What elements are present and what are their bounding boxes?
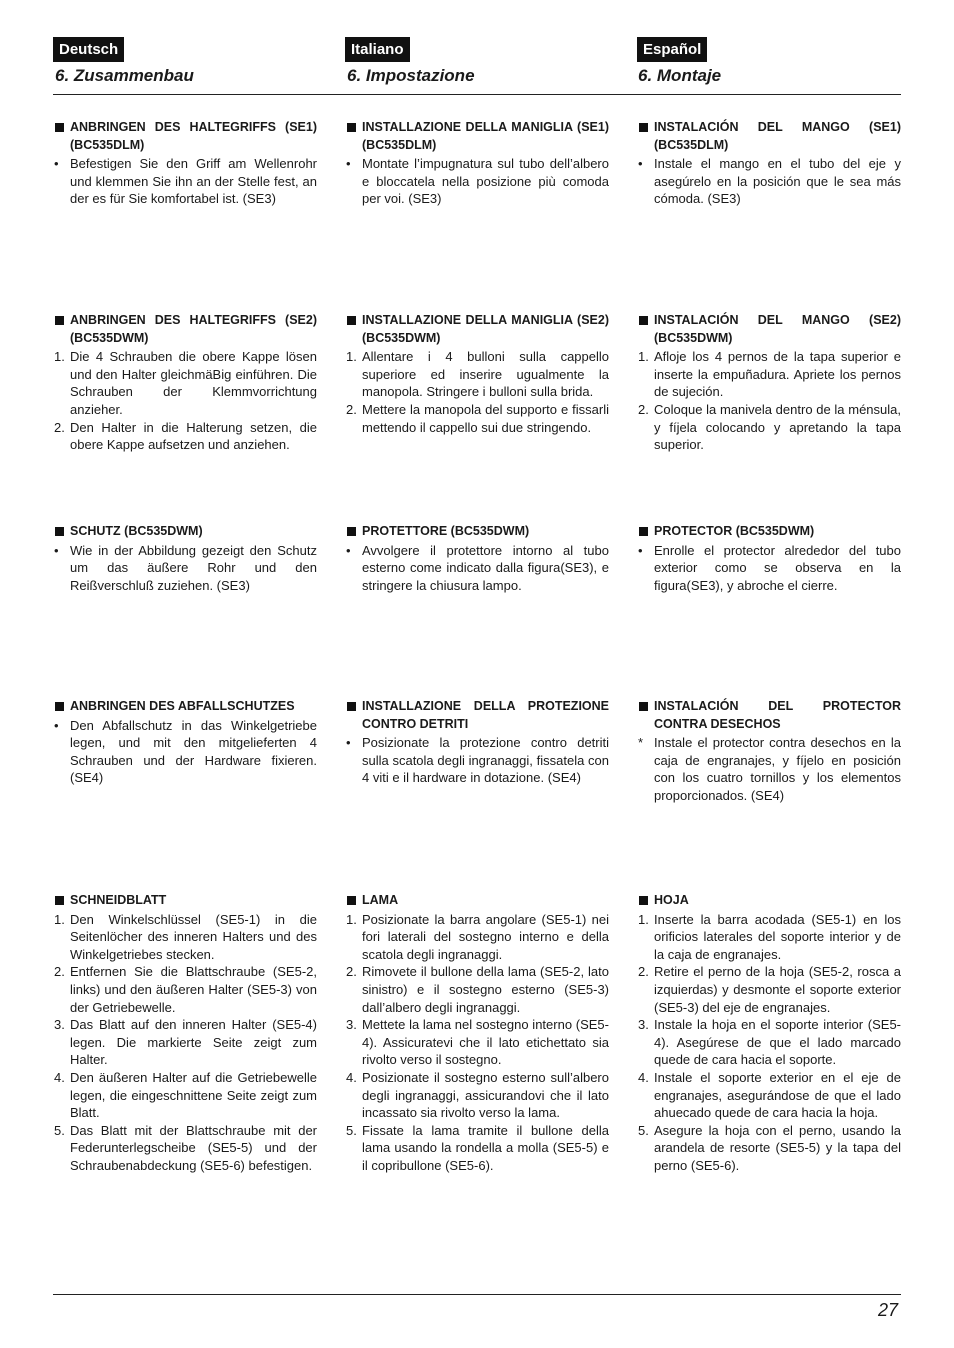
instruction-item (638, 963, 901, 1016)
instruction-list (54, 155, 317, 208)
item-text: Den Abfallschutz in das Winkelgetriebe legen, und mit den mitgelieferten 4 Schrauben und der Hardware fixieren. (SE4) (70, 717, 317, 786)
instruction-list (346, 911, 609, 1175)
instruction-list (346, 542, 609, 595)
item-text: Instale el soporte exterior en el eje de engranajes, asegurándose de que el lado ahuecado quede de cara hacia la hoja. (654, 1069, 901, 1121)
square-bullet-icon (55, 316, 64, 325)
language-badge-espanol: Español (637, 37, 707, 62)
language-badge-italiano: Italiano (345, 37, 410, 62)
instruction-item (638, 401, 901, 454)
item-marker: 3. (54, 1017, 65, 1033)
instruction-item (346, 963, 609, 1016)
instruction-item (54, 963, 317, 1016)
section-title (54, 312, 317, 347)
instruction-list (54, 911, 317, 1175)
item-marker: • (638, 156, 643, 172)
section-title-text: ANBRINGEN DES HALTEGRIFFS (SE2) (BC535DWM) (70, 313, 317, 345)
section (54, 312, 317, 454)
instruction-list (54, 717, 317, 787)
item-text: Posizionate la barra angolare (SE5-1) nei fori laterali del sostegno interno e della scatola degli ingranaggi. (362, 911, 609, 962)
item-text: Afloje los 4 pernos de la tapa superior e inserte la empuñadura. Apriete los pernos de sujeción. (654, 349, 901, 400)
item-marker: 4. (638, 1069, 649, 1085)
section (638, 119, 901, 208)
square-bullet-icon (347, 316, 356, 325)
item-text: Posizionate la protezione contro detriti sulla scatola degli ingranaggi, fissatela con 4 viti e il hardware in dotazione. (SE4) (362, 735, 609, 786)
section (346, 312, 609, 436)
section (346, 698, 609, 787)
instruction-item (54, 419, 317, 454)
section-title (638, 892, 901, 910)
item-marker: 3. (638, 1017, 649, 1033)
square-bullet-icon (55, 702, 64, 711)
item-marker: 2. (346, 401, 357, 417)
item-text: Das Blatt mit der Blattschraube mit der Federunterlegscheibe (SE5-5) und der Schraubenabdeckung (SE5-6) befestigen. (70, 1122, 317, 1173)
instruction-list (346, 734, 609, 787)
section (638, 523, 901, 594)
item-marker: 1. (346, 349, 357, 365)
instruction-list (638, 155, 901, 208)
square-bullet-icon (347, 896, 356, 905)
instruction-item (54, 1122, 317, 1175)
section (638, 312, 901, 454)
instruction-item (346, 542, 609, 595)
section-title (54, 119, 317, 154)
item-marker: 2. (346, 964, 357, 980)
item-text: Retire el perno de la hoja (SE5-2, rosca a izquierdas) y desmonte el soporte exterior (SE5-3) del eje de engranajes. (654, 964, 901, 1015)
section-title (346, 119, 609, 154)
square-bullet-icon (347, 123, 356, 132)
item-marker: 3. (346, 1017, 357, 1033)
square-bullet-icon (347, 527, 356, 536)
footer-divider (53, 1294, 901, 1295)
item-text: Asegure la hoja con el perno, usando la arandela de resorte (SE5-5) y la tapa del perno (SE5-6). (654, 1122, 901, 1173)
section-title-text: ANBRINGEN DES HALTEGRIFFS (SE1) (BC535DLM) (70, 120, 317, 152)
square-bullet-icon (347, 702, 356, 711)
section-title-text: INSTALLAZIONE DELLA PROTEZIONE CONTRO DETRITI (362, 699, 609, 731)
section-title (638, 523, 901, 541)
square-bullet-icon (639, 123, 648, 132)
chapter-heading-deutsch: 6. Zusammenbau (55, 66, 194, 85)
chapter-heading-espanol: 6. Montaje (638, 66, 722, 85)
instruction-list (638, 911, 901, 1175)
square-bullet-icon (55, 123, 64, 132)
section-title (346, 523, 609, 541)
item-marker: 2. (638, 964, 649, 980)
instruction-item (346, 348, 609, 401)
instruction-item (638, 348, 901, 401)
item-text: Posizionate il sostegno esterno sull’albero degli ingranaggi, assicurandovi che il lato incassato sia rivolto verso la lama. (362, 1069, 609, 1121)
instruction-item (54, 348, 317, 418)
section-title-text: INSTALLAZIONE DELLA MANIGLIA (SE2) (BC535DWM) (362, 313, 609, 345)
item-marker: 5. (346, 1122, 357, 1138)
item-text: Avvolgere il protettore intorno al tubo esterno come indicato dalla figura(SE3), e stringere la chiusura lampo. (362, 542, 609, 593)
section-title (54, 698, 317, 716)
square-bullet-icon (55, 527, 64, 536)
item-text: Befestigen Sie den Griff am Wellenrohr und klemmen Sie ihn an der Stelle fest, an der es für Sie komfortabel ist. (SE3) (70, 156, 317, 207)
instruction-list (638, 734, 901, 804)
item-text: Instale el mango en el tubo del eje y asegúrelo en la posición que le sea más cómoda. (SE3) (654, 156, 901, 207)
item-marker: 2. (54, 964, 65, 980)
section (346, 119, 609, 208)
item-text: Mettete la lama nel sostegno interno (SE5-4). Assicuratevi che il lato etichettato sia rivolto verso il sostegno. (362, 1017, 609, 1068)
item-marker: * (638, 735, 644, 751)
item-marker: 4. (54, 1069, 65, 1085)
section-title-text: SCHUTZ (BC535DWM) (70, 524, 203, 538)
item-marker: 1. (638, 349, 649, 365)
item-text: Entfernen Sie die Blattschraube (SE5-2, links) und den äußeren Halter (SE5-3) von der Getriebewelle. (70, 964, 317, 1015)
item-text: Den äußeren Halter auf die Getriebewelle legen, die eingeschnittene Seite zeigt zum Blatt. (70, 1069, 317, 1121)
instruction-item (54, 911, 317, 964)
item-marker: 4. (346, 1069, 357, 1085)
instruction-item (346, 1016, 609, 1069)
item-text: Mettere la manopola del supporto e fissarli mettendo il cappello sui due stringendo. (362, 401, 609, 435)
item-text: Coloque la manivela dentro de la ménsula, y fíjela colocando y apretando la tapa superior. (654, 401, 901, 453)
section (346, 892, 609, 1175)
item-marker: 5. (54, 1122, 65, 1138)
item-text: Fissate la lama tramite il bullone della lama usando la rondella a molla (SE5-5) e il copribullone (SE5-6). (362, 1122, 609, 1173)
item-marker: 1. (54, 349, 65, 365)
section (54, 698, 317, 787)
section-title-text: SCHNEIDBLATT (70, 893, 167, 907)
item-marker: 5. (638, 1122, 649, 1138)
section (638, 698, 901, 805)
item-marker: 1. (346, 911, 357, 927)
section-title-text: PROTETTORE (BC535DWM) (362, 524, 530, 538)
section-title-text: LAMA (362, 893, 399, 907)
section-title-text: HOJA (654, 893, 689, 907)
section-title (638, 119, 901, 154)
header-divider (53, 94, 901, 95)
item-marker: 1. (54, 911, 65, 927)
instruction-list (346, 155, 609, 208)
square-bullet-icon (639, 316, 648, 325)
instruction-item (346, 155, 609, 208)
instruction-list (638, 542, 901, 595)
instruction-list (638, 348, 901, 454)
instruction-item (346, 911, 609, 964)
instruction-item (346, 401, 609, 436)
item-text: Die 4 Schrauben die obere Kappe lösen und den Halter gleichmäBig einführen. Die Schrauben der Klemmvorrichtung anzieher. (70, 349, 317, 417)
item-marker: • (346, 542, 351, 558)
instruction-list (54, 348, 317, 454)
instruction-item (346, 1069, 609, 1122)
section-title-text: PROTECTOR (BC535DWM) (654, 524, 815, 538)
instruction-item (638, 911, 901, 964)
square-bullet-icon (639, 702, 648, 711)
instruction-item (638, 1122, 901, 1175)
section-title (638, 698, 901, 733)
instruction-item (54, 155, 317, 208)
section-title-text: INSTALACIÓN DEL PROTECTOR CONTRA DESECHOS (654, 699, 901, 731)
section-title (54, 892, 317, 910)
section (638, 892, 901, 1175)
item-marker: • (54, 542, 59, 558)
instruction-item (54, 717, 317, 787)
item-text: Allentare i 4 bulloni sulla cappello superiore ed inserire ugualmente la manopola. Stringere i bulloni sulla brida. (362, 349, 609, 400)
section-title (346, 312, 609, 347)
page-number: 27 (877, 1300, 898, 1320)
instruction-list (54, 542, 317, 595)
item-text: Inserte la barra acodada (SE5-1) en los orificios laterales del soporte interior y de la caja de engranajes. (654, 911, 901, 962)
section-title (346, 698, 609, 733)
item-text: Montate l’impugnatura sul tubo dell’albero e bloccatela nella posizione più comoda per voi. (SE3) (362, 156, 609, 207)
instruction-item (638, 734, 901, 804)
item-marker: 2. (54, 419, 65, 435)
square-bullet-icon (639, 896, 648, 905)
item-text: Enrolle el protector alrededor del tubo exterior como se observa en la figura(SE3), y abroche el cierre. (654, 542, 901, 593)
section-title-text: INSTALACIÓN DEL MANGO (SE2) (BC535DWM) (654, 313, 901, 345)
section (346, 523, 609, 594)
item-text: Den Winkelschlüssel (SE5-1) in die Seitenlöcher des inneren Halters und des Winkelgetriebes stecken. (70, 911, 317, 962)
item-marker: • (54, 717, 59, 733)
item-text: Instale la hoja en el soporte interior (SE5-4). Asegúrese de que el lado marcado quede de cara hacia el soporte. (654, 1017, 901, 1068)
section-title (54, 523, 317, 541)
item-text: Instale el protector contra desechos en la caja de engranajes, y fíjelo en posición con los cuatro tornillos y los elementos proporcionados. (SE4) (654, 735, 901, 803)
item-text: Wie in der Abbildung gezeigt den Schutz um das äußere Rohr und den Reißverschluß zuziehen. (SE3) (70, 542, 317, 593)
item-marker: • (346, 735, 351, 751)
item-text: Das Blatt auf den inneren Halter (SE5-4) legen. Die markierte Seite zeigt zum Halter. (70, 1017, 317, 1068)
instruction-item (638, 1069, 901, 1122)
instruction-item (54, 542, 317, 595)
instruction-item (638, 1016, 901, 1069)
item-marker: • (346, 156, 351, 172)
section (54, 523, 317, 594)
item-marker: • (54, 156, 59, 172)
item-text: Den Halter in die Halterung setzen, die obere Kappe aufsetzen und anziehen. (70, 419, 317, 453)
section-title-text: INSTALLAZIONE DELLA MANIGLIA (SE1) (BC535DLM) (362, 120, 609, 152)
instruction-item (346, 1122, 609, 1175)
section-title-text: INSTALACIÓN DEL MANGO (SE1) (BC535DLM) (654, 120, 901, 152)
item-marker: • (638, 542, 643, 558)
instruction-item (346, 734, 609, 787)
square-bullet-icon (639, 527, 648, 536)
item-marker: 1. (638, 911, 649, 927)
instruction-item (638, 155, 901, 208)
instruction-list (346, 348, 609, 436)
section-title (638, 312, 901, 347)
instruction-item (54, 1069, 317, 1122)
section (54, 119, 317, 208)
item-marker: 2. (638, 401, 649, 417)
instruction-item (54, 1016, 317, 1069)
item-text: Rimovete il bullone della lama (SE5-2, lato sinistro) e il sostegno esterno (SE5-3) dall’albero degli ingranaggi. (362, 964, 609, 1015)
instruction-item (638, 542, 901, 595)
section-title-text: ANBRINGEN DES ABFALLSCHUTZES (70, 699, 295, 713)
section (54, 892, 317, 1175)
chapter-heading-italiano: 6. Impostazione (347, 66, 475, 85)
language-badge-deutsch: Deutsch (53, 37, 124, 62)
square-bullet-icon (55, 896, 64, 905)
section-title (346, 892, 609, 910)
